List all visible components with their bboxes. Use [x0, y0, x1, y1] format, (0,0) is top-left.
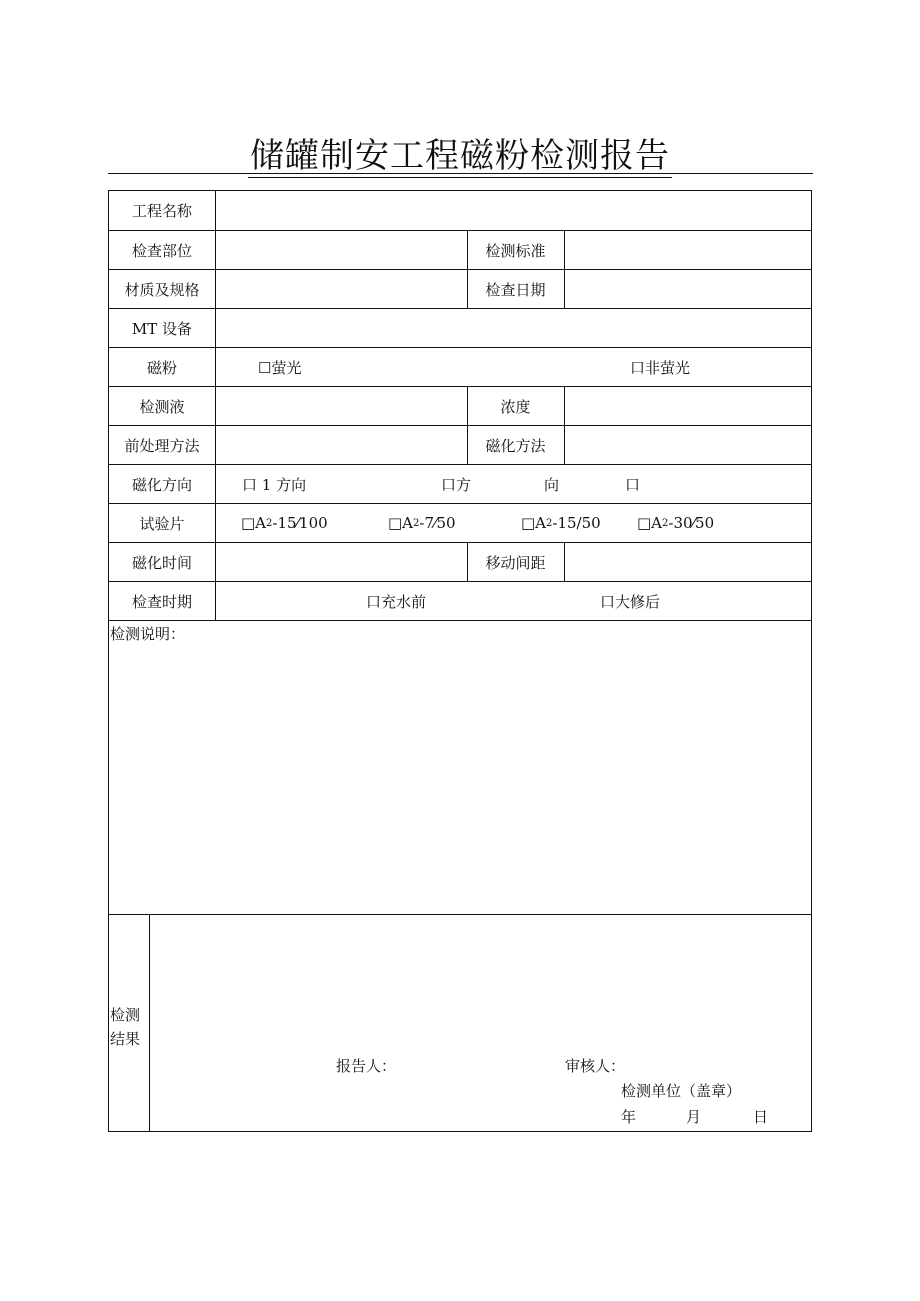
date-month-label: 月 [686, 1108, 702, 1126]
fluorescent-checkbox[interactable]: ☐萤光 [258, 358, 302, 377]
magnetize-time-value[interactable] [216, 543, 467, 581]
row-magnetize-direction [109, 465, 811, 504]
project-name-label: 工程名称 [131, 202, 192, 220]
test-standard-value[interactable] [565, 231, 811, 269]
magnetic-powder-label: 磁粉 [146, 358, 177, 377]
concentration-label: 浓度 [500, 397, 531, 416]
row-test-piece [109, 504, 811, 543]
material-spec-label: 材质及规格 [124, 280, 200, 299]
move-spacing-label: 移动间距 [485, 553, 546, 572]
piece-a2-15-50-checkbox[interactable]: □A 2 -15/50 [521, 514, 601, 532]
test-piece-label: 试验片 [139, 514, 185, 533]
inspect-date-value[interactable] [565, 270, 811, 308]
row-project-name [109, 191, 811, 231]
magnetize-method-label: 磁化方法 [485, 436, 546, 455]
after-overhaul-checkbox[interactable]: 口大修后 [600, 592, 661, 611]
mt-equipment-value[interactable] [216, 309, 811, 347]
direction-3-checkbox[interactable]: 口 [625, 475, 641, 494]
inspect-part-label: 检查部位 [131, 241, 192, 260]
description-label: 检测说明： [110, 625, 186, 643]
description-section [109, 621, 811, 915]
pretreatment-value[interactable] [216, 426, 467, 464]
result-label-line1: 检测 [110, 1006, 141, 1024]
report-form [108, 190, 812, 1132]
pretreatment-label: 前处理方法 [124, 436, 200, 455]
non-fluorescent-checkbox[interactable]: 口非萤光 [630, 358, 691, 377]
row-test-liquid [109, 387, 811, 426]
direction-1-checkbox[interactable]: 口 1 方向 [242, 475, 307, 494]
inspect-part-value[interactable] [216, 231, 467, 269]
mt-equipment-label: MT 设备 [131, 319, 193, 338]
test-standard-label: 检测标准 [485, 241, 546, 260]
project-name-value[interactable] [216, 191, 811, 230]
magnetize-time-label: 磁化时间 [131, 553, 192, 572]
row-magnetize-time [109, 543, 811, 582]
direction-2-checkbox[interactable]: 口方 [441, 475, 472, 494]
title-rule [108, 173, 813, 174]
row-inspect-part [109, 231, 811, 270]
material-spec-value[interactable] [216, 270, 467, 308]
test-liquid-label: 检测液 [139, 397, 185, 416]
reviewer-label: 审核人： [565, 1057, 626, 1075]
inspect-date-label: 检查日期 [485, 280, 546, 299]
magnetize-method-value[interactable] [565, 426, 811, 464]
move-spacing-value[interactable] [565, 543, 811, 581]
reporter-label: 报告人： [336, 1057, 397, 1075]
report-title: 储罐制安工程磁粉检测报告 [250, 136, 670, 176]
date-day-label: 日 [753, 1108, 769, 1126]
test-liquid-value[interactable] [216, 387, 467, 425]
date-year-label: 年 [621, 1108, 637, 1126]
row-magnetic-powder [109, 348, 811, 387]
magnetize-direction-label: 磁化方向 [131, 475, 192, 494]
result-label [110, 1003, 140, 1051]
before-filling-checkbox[interactable]: 口充水前 [366, 592, 427, 611]
inspect-period-label: 检查时期 [131, 592, 192, 611]
row-inspect-period [109, 582, 811, 621]
row-mt-equipment [109, 309, 811, 348]
piece-a2-30-50-checkbox[interactable]: □A 2 -30⁄50 [637, 514, 715, 532]
row-material [109, 270, 811, 309]
result-section [109, 915, 811, 1131]
concentration-value[interactable] [565, 387, 811, 425]
unit-seal-label: 检测单位（盖章） [621, 1082, 742, 1100]
description-content[interactable] [109, 645, 811, 914]
piece-a2-15-100-checkbox[interactable]: □A 2 -15⁄100 [241, 514, 328, 532]
result-label-line2: 结果 [110, 1030, 141, 1048]
direction-2-suffix: 向 [544, 475, 560, 494]
row-pretreatment [109, 426, 811, 465]
piece-a2-7-50-checkbox[interactable]: □A 2 -7⁄50 [388, 514, 456, 532]
